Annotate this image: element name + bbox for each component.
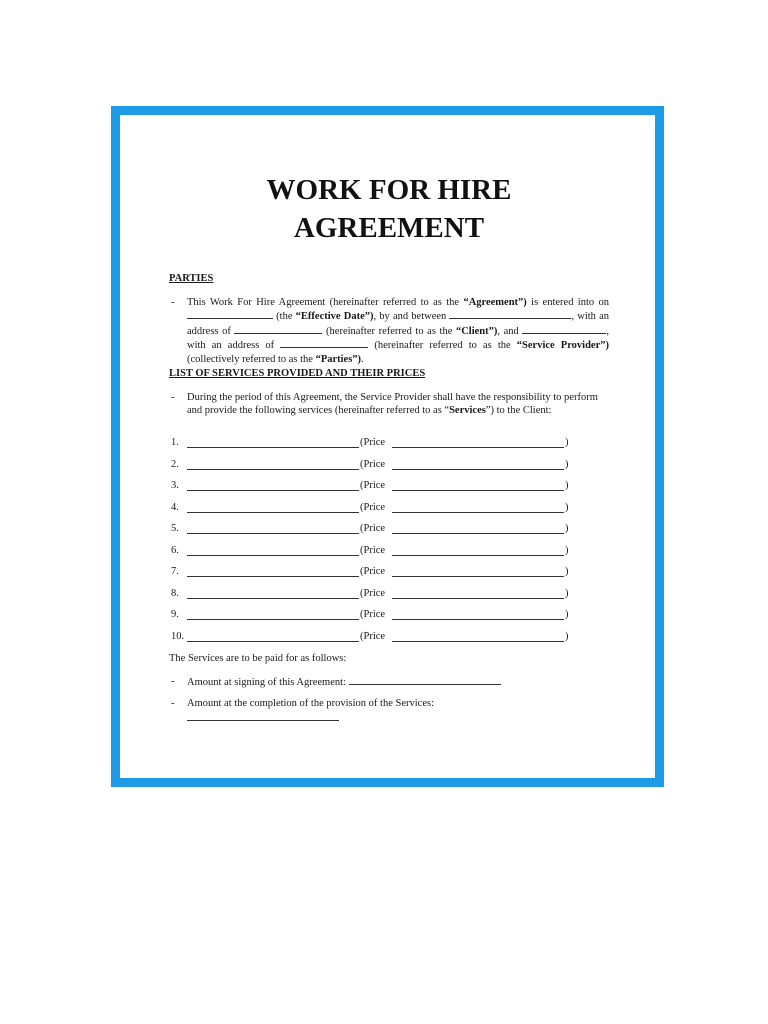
price-label: (Price xyxy=(360,609,386,620)
service-description-blank[interactable] xyxy=(187,555,359,556)
document-title xyxy=(169,171,609,247)
service-row xyxy=(169,480,609,493)
service-description-blank[interactable] xyxy=(187,447,359,448)
price-close-paren: ) xyxy=(565,523,569,534)
service-row-number: 8. xyxy=(171,587,179,599)
service-row xyxy=(169,459,609,472)
service-row xyxy=(169,609,609,622)
service-price-blank[interactable] xyxy=(392,598,564,599)
price-close-paren: ) xyxy=(565,587,569,599)
signing-amount-blank[interactable] xyxy=(349,675,501,685)
services-paragraph xyxy=(169,391,609,418)
service-row xyxy=(169,523,609,536)
service-description-blank[interactable] xyxy=(187,533,359,534)
service-price-blank[interactable] xyxy=(392,512,564,513)
payment-item-completion: - Amount at the completion of the provision of the Services: xyxy=(171,698,434,709)
parties-heading: PARTIES xyxy=(169,273,214,284)
client-address-blank[interactable] xyxy=(234,324,322,334)
price-label: (Price xyxy=(360,501,386,513)
service-description-blank[interactable] xyxy=(187,490,359,491)
parties-paragraph xyxy=(169,296,609,366)
price-close-paren: ) xyxy=(565,458,569,470)
price-label: (Price xyxy=(360,523,386,534)
service-row-number: 3. xyxy=(171,480,179,491)
service-row xyxy=(169,588,609,601)
service-row-number: 5. xyxy=(171,523,179,534)
client-name-blank[interactable] xyxy=(449,309,571,319)
price-label: (Price xyxy=(360,458,386,470)
service-row xyxy=(169,437,609,450)
document-frame xyxy=(111,106,664,787)
service-row-number: 4. xyxy=(171,501,179,513)
price-close-paren: ) xyxy=(565,566,569,577)
price-label: (Price xyxy=(360,544,386,556)
title-line-1: WORK FOR HIRE xyxy=(266,174,512,206)
service-price-blank[interactable] xyxy=(392,619,564,620)
payment-intro: The Services are to be paid for as follows: xyxy=(169,653,347,664)
parties-text: This Work For Hire Agreement (hereinafter referred to as the “Agreement”) is entered into on (the “Effective Date”), by and between , with an address of (hereinafter referred to as the “Client”), and , with an address of (hereinafter referred to as the “Service Provider”) (collectively referred to as the “Parties”). xyxy=(187,297,610,365)
price-label: (Price xyxy=(360,630,386,642)
service-price-blank[interactable] xyxy=(392,555,564,556)
service-row-number: 9. xyxy=(171,609,179,620)
service-row-number: 2. xyxy=(171,458,179,470)
provider-name-blank[interactable] xyxy=(522,324,606,334)
price-label: (Price xyxy=(360,437,386,448)
service-row xyxy=(169,502,609,515)
service-price-blank[interactable] xyxy=(392,447,564,448)
payment-item-signing: - Amount at signing of this Agreement: xyxy=(169,675,609,689)
service-price-blank[interactable] xyxy=(392,490,564,491)
services-text: During the period of this Agreement, the Service Provider shall have the responsibility to perform and provide the following services (hereinafter referred to as “Services”) to the Client: xyxy=(187,392,598,417)
completion-amount-blank[interactable] xyxy=(187,720,339,721)
price-close-paren: ) xyxy=(565,501,569,513)
price-close-paren: ) xyxy=(565,480,569,491)
services-bullet: - xyxy=(171,392,175,403)
service-price-blank[interactable] xyxy=(392,469,564,470)
provider-address-blank[interactable] xyxy=(280,338,368,348)
service-description-blank[interactable] xyxy=(187,469,359,470)
service-description-blank[interactable] xyxy=(187,598,359,599)
service-description-blank[interactable] xyxy=(187,576,359,577)
price-label: (Price xyxy=(360,566,386,577)
price-close-paren: ) xyxy=(565,609,569,620)
title-line-2: AGREEMENT xyxy=(293,212,485,244)
service-price-blank[interactable] xyxy=(392,576,564,577)
price-close-paren: ) xyxy=(565,437,569,448)
service-description-blank[interactable] xyxy=(187,619,359,620)
service-description-blank[interactable] xyxy=(187,641,359,642)
price-close-paren: ) xyxy=(565,630,569,642)
service-row xyxy=(169,631,609,644)
service-row-number: 10. xyxy=(171,630,185,642)
parties-bullet: - xyxy=(171,297,175,308)
services-heading: LIST OF SERVICES PROVIDED AND THEIR PRICES xyxy=(169,368,426,379)
price-label: (Price xyxy=(360,480,386,491)
price-close-paren: ) xyxy=(565,544,569,556)
service-row xyxy=(169,566,609,579)
service-price-blank[interactable] xyxy=(392,533,564,534)
service-row-number: 7. xyxy=(171,566,179,577)
price-label: (Price xyxy=(360,587,386,599)
effective-date-blank[interactable] xyxy=(187,309,273,319)
service-row xyxy=(169,545,609,558)
service-description-blank[interactable] xyxy=(187,512,359,513)
service-row-number: 1. xyxy=(171,437,179,448)
service-price-blank[interactable] xyxy=(392,641,564,642)
service-row-number: 6. xyxy=(171,544,179,556)
